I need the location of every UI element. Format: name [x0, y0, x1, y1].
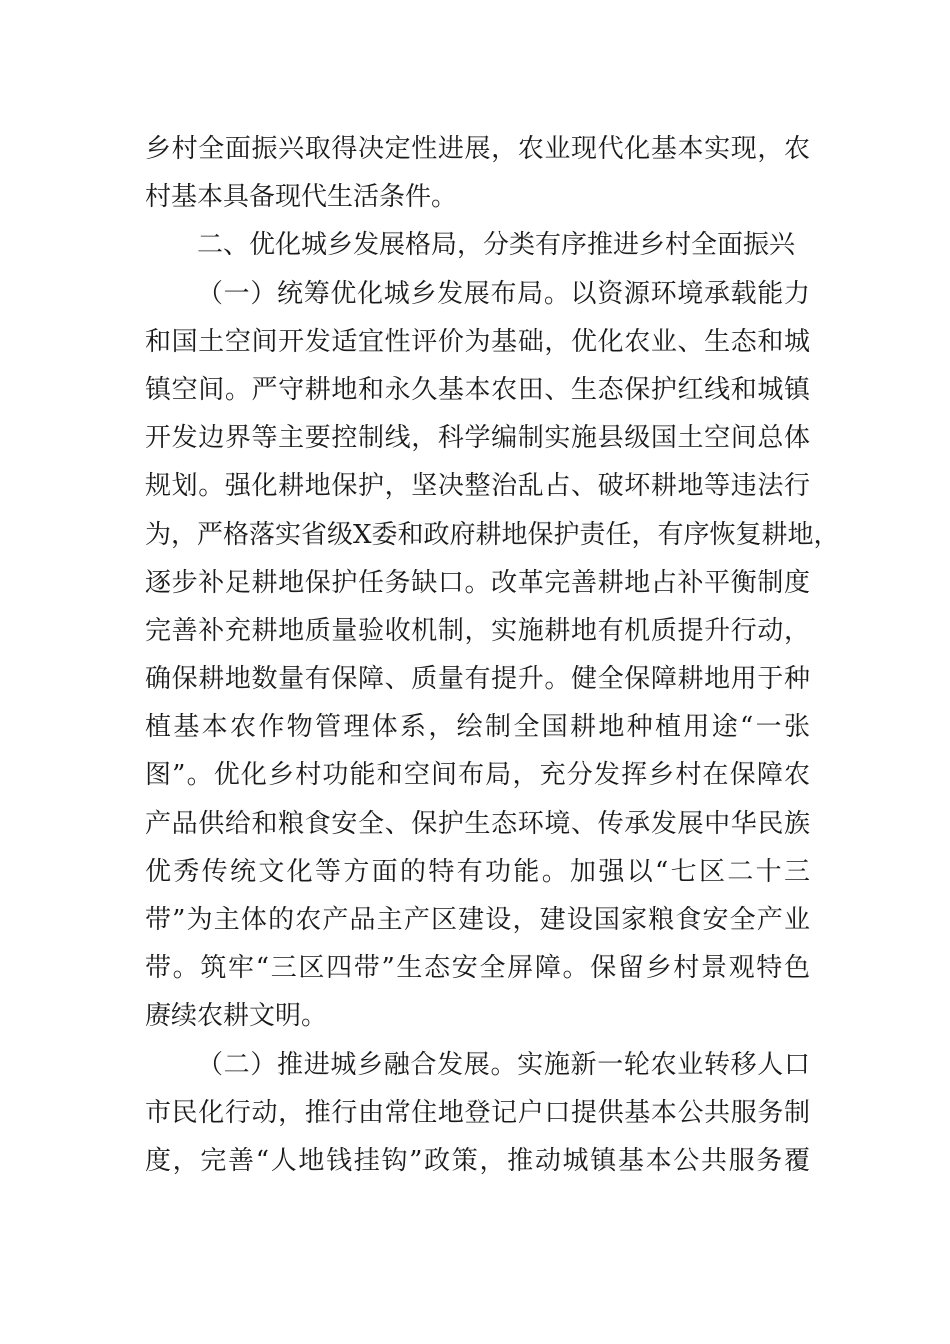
text-line: 规划。强化耕地保护，坚决整治乱占、破坏耕地等违法行	[145, 471, 810, 502]
text-line: 镇空间。严守耕地和永久基本农田、生态保护红线和城镇	[145, 374, 810, 405]
text-line: 植基本农作物管理体系，绘制全国耕地种植用途“一张	[145, 712, 810, 743]
text-line: 确保耕地数量有保障、质量有提升。健全保障耕地用于种	[145, 664, 810, 695]
section-heading: 二、优化城乡发展格局，分类有序推进乡村全面振兴	[197, 230, 796, 261]
text-line: 优秀传统文化等方面的特有功能。加强以“七区二十三	[145, 856, 810, 887]
text-line: 赓续农耕文明。	[145, 1001, 328, 1032]
text-line: 完善补充耕地质量验收机制，实施耕地有机质提升行动，	[145, 615, 810, 646]
text-line: 带。筑牢“三区四带”生态安全屏障。保留乡村景观特色	[145, 953, 810, 984]
text-line: 开发边界等主要控制线，科学编制实施县级国土空间总体	[145, 423, 810, 454]
text-line: 图”。优化乡村功能和空间布局，充分发挥乡村在保障农	[145, 760, 810, 791]
subsection-heading-line: （二）推进城乡融合发展。实施新一轮农业转移人口	[197, 1049, 810, 1080]
document-body	[145, 125, 840, 1185]
text-line: 乡村全面振兴取得决定性进展，农业现代化基本实现，农	[145, 134, 810, 164]
text-line: 市民化行动，推行由常住地登记户口提供基本公共服务制	[145, 1097, 810, 1128]
text-line: 村基本具备现代生活条件。	[145, 182, 458, 213]
text-line: 带”为主体的农产品主产区建设，建设国家粮食安全产业	[145, 905, 810, 935]
text-line: 逐步补足耕地保护任务缺口。改革完善耕地占补平衡制度	[145, 567, 810, 598]
subsection-heading-line: （一）统筹优化城乡发展布局。以资源环境承载能力	[197, 278, 810, 309]
text-line: 产品供给和粮食安全、保护生态环境、传承发展中华民族	[145, 808, 810, 839]
text-line: 和国土空间开发适宜性评价为基础，优化农业、生态和城	[145, 326, 810, 357]
text-line: 度，完善“人地钱挂钩”政策，推动城镇基本公共服务覆	[145, 1145, 810, 1176]
text-line: 为，严格落实省级X委和政府耕地保护责任，有序恢复耕地，	[145, 519, 840, 550]
